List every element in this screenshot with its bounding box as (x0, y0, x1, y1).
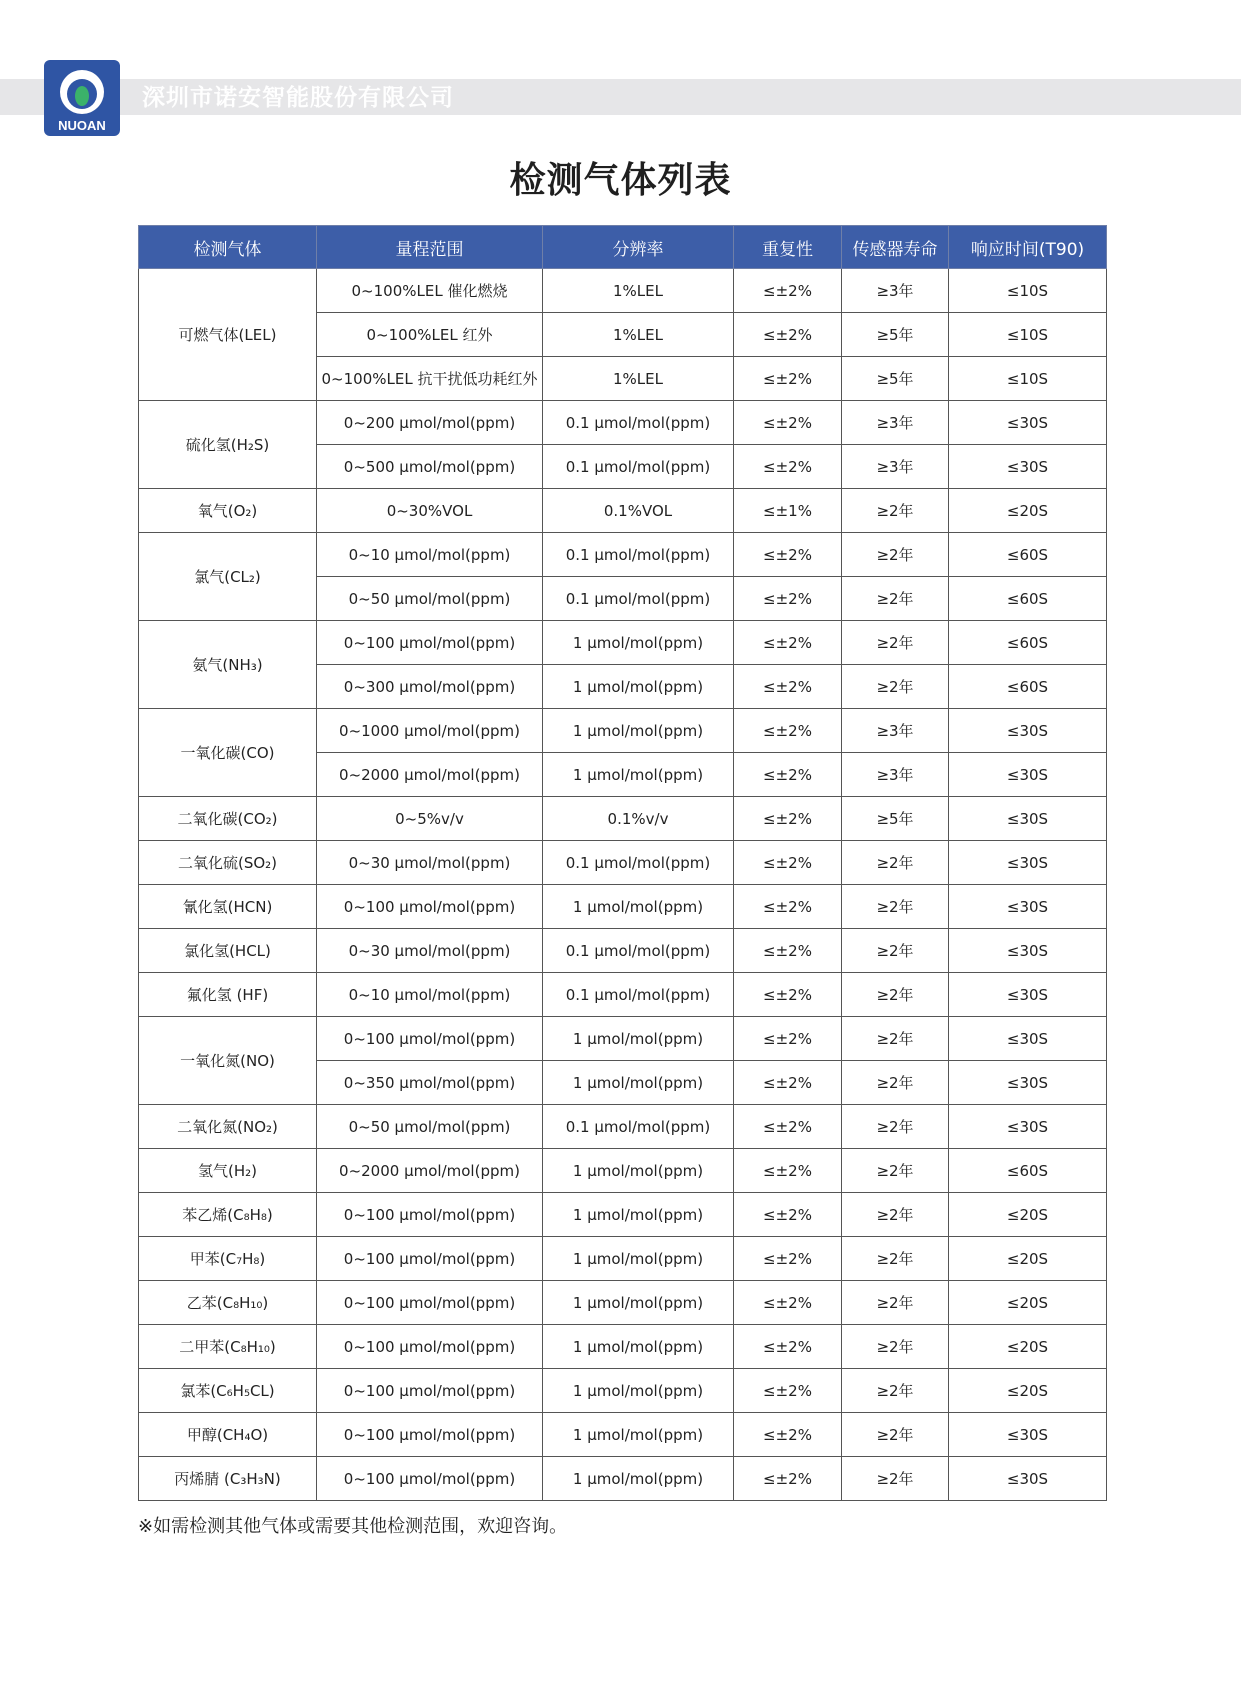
gas-name-cell: 二氧化氮(NO₂) (139, 1105, 317, 1149)
range-cell: 0~5%v/v (317, 797, 543, 841)
life-cell: ≥3年 (842, 753, 949, 797)
repeat-cell: ≤±2% (734, 1237, 842, 1281)
range-cell: 0~100%LEL 抗干扰低功耗红外 (317, 357, 543, 401)
table-row (139, 973, 1107, 1017)
gas-table (138, 225, 1107, 1501)
response-cell: ≤30S (949, 929, 1107, 973)
life-cell: ≥2年 (842, 973, 949, 1017)
gas-name-cell: 二氧化硫(SO₂) (139, 841, 317, 885)
range-cell: 0~100 µmol/mol(ppm) (317, 1457, 543, 1501)
table-row (139, 709, 1107, 753)
table-row (139, 1105, 1107, 1149)
life-cell: ≥2年 (842, 1281, 949, 1325)
repeat-cell: ≤±2% (734, 973, 842, 1017)
gas-name-cell: 氟化氢 (HF) (139, 973, 317, 1017)
life-cell: ≥2年 (842, 489, 949, 533)
response-cell: ≤60S (949, 621, 1107, 665)
range-cell: 0~50 µmol/mol(ppm) (317, 1105, 543, 1149)
response-cell: ≤60S (949, 665, 1107, 709)
repeat-cell: ≤±2% (734, 621, 842, 665)
range-cell: 0~1000 µmol/mol(ppm) (317, 709, 543, 753)
range-cell: 0~2000 µmol/mol(ppm) (317, 1149, 543, 1193)
range-cell: 0~100 µmol/mol(ppm) (317, 1193, 543, 1237)
table-row (139, 1457, 1107, 1501)
range-cell: 0~300 µmol/mol(ppm) (317, 665, 543, 709)
life-cell: ≥2年 (842, 1413, 949, 1457)
range-cell: 0~100%LEL 红外 (317, 313, 543, 357)
resolution-cell: 1 µmol/mol(ppm) (543, 1369, 734, 1413)
life-cell: ≥2年 (842, 1237, 949, 1281)
life-cell: ≥5年 (842, 357, 949, 401)
table-row (139, 1369, 1107, 1413)
gas-name-cell: 丙烯腈 (C₃H₃N) (139, 1457, 317, 1501)
gas-name-cell: 氧气(O₂) (139, 489, 317, 533)
gas-name-cell: 苯乙烯(C₈H₈) (139, 1193, 317, 1237)
repeat-cell: ≤±2% (734, 1281, 842, 1325)
response-cell: ≤60S (949, 577, 1107, 621)
life-cell: ≥2年 (842, 929, 949, 973)
gas-name-cell: 二甲苯(C₈H₁₀) (139, 1325, 317, 1369)
response-cell: ≤30S (949, 1017, 1107, 1061)
range-cell: 0~350 µmol/mol(ppm) (317, 1061, 543, 1105)
repeat-cell: ≤±2% (734, 841, 842, 885)
gas-name-cell: 可燃气体(LEL) (139, 269, 317, 401)
repeat-cell: ≤±2% (734, 1105, 842, 1149)
response-cell: ≤30S (949, 1457, 1107, 1501)
gas-name-cell: 一氧化碳(CO) (139, 709, 317, 797)
repeat-cell: ≤±2% (734, 577, 842, 621)
life-cell: ≥2年 (842, 621, 949, 665)
gas-name-cell: 二氧化碳(CO₂) (139, 797, 317, 841)
table-row (139, 841, 1107, 885)
life-cell: ≥2年 (842, 1325, 949, 1369)
range-cell: 0~100%LEL 催化燃烧 (317, 269, 543, 313)
table-body (139, 269, 1107, 1501)
response-cell: ≤20S (949, 1325, 1107, 1369)
column-header: 响应时间(T90) (949, 226, 1107, 269)
repeat-cell: ≤±2% (734, 357, 842, 401)
repeat-cell: ≤±2% (734, 1149, 842, 1193)
life-cell: ≥3年 (842, 709, 949, 753)
life-cell: ≥3年 (842, 269, 949, 313)
range-cell: 0~10 µmol/mol(ppm) (317, 533, 543, 577)
range-cell: 0~2000 µmol/mol(ppm) (317, 753, 543, 797)
resolution-cell: 0.1 µmol/mol(ppm) (543, 445, 734, 489)
gas-name-cell: 甲醇(CH₄O) (139, 1413, 317, 1457)
life-cell: ≥2年 (842, 665, 949, 709)
gas-name-cell: 硫化氢(H₂S) (139, 401, 317, 489)
response-cell: ≤30S (949, 1105, 1107, 1149)
resolution-cell: 1 µmol/mol(ppm) (543, 665, 734, 709)
gas-name-cell: 氨气(NH₃) (139, 621, 317, 709)
column-header: 分辨率 (543, 226, 734, 269)
table-row (139, 1017, 1107, 1061)
life-cell: ≥2年 (842, 885, 949, 929)
range-cell: 0~100 µmol/mol(ppm) (317, 885, 543, 929)
range-cell: 0~500 µmol/mol(ppm) (317, 445, 543, 489)
repeat-cell: ≤±2% (734, 269, 842, 313)
response-cell: ≤20S (949, 489, 1107, 533)
life-cell: ≥2年 (842, 1017, 949, 1061)
range-cell: 0~100 µmol/mol(ppm) (317, 1017, 543, 1061)
life-cell: ≥5年 (842, 313, 949, 357)
range-cell: 0~30 µmol/mol(ppm) (317, 929, 543, 973)
repeat-cell: ≤±2% (734, 1369, 842, 1413)
range-cell: 0~30 µmol/mol(ppm) (317, 841, 543, 885)
response-cell: ≤30S (949, 1061, 1107, 1105)
response-cell: ≤20S (949, 1369, 1107, 1413)
resolution-cell: 0.1 µmol/mol(ppm) (543, 577, 734, 621)
column-header: 量程范围 (317, 226, 543, 269)
resolution-cell: 1 µmol/mol(ppm) (543, 1149, 734, 1193)
response-cell: ≤30S (949, 753, 1107, 797)
table-row (139, 1193, 1107, 1237)
resolution-cell: 0.1 µmol/mol(ppm) (543, 533, 734, 577)
life-cell: ≥2年 (842, 1061, 949, 1105)
table-row (139, 269, 1107, 313)
repeat-cell: ≤±2% (734, 753, 842, 797)
repeat-cell: ≤±2% (734, 797, 842, 841)
range-cell: 0~100 µmol/mol(ppm) (317, 1237, 543, 1281)
repeat-cell: ≤±1% (734, 489, 842, 533)
range-cell: 0~100 µmol/mol(ppm) (317, 1413, 543, 1457)
response-cell: ≤30S (949, 797, 1107, 841)
resolution-cell: 0.1 µmol/mol(ppm) (543, 841, 734, 885)
resolution-cell: 0.1 µmol/mol(ppm) (543, 401, 734, 445)
repeat-cell: ≤±2% (734, 1017, 842, 1061)
repeat-cell: ≤±2% (734, 709, 842, 753)
response-cell: ≤10S (949, 269, 1107, 313)
table-row (139, 1325, 1107, 1369)
table-row (139, 1237, 1107, 1281)
resolution-cell: 0.1 µmol/mol(ppm) (543, 973, 734, 1017)
response-cell: ≤10S (949, 313, 1107, 357)
resolution-cell: 1 µmol/mol(ppm) (543, 709, 734, 753)
life-cell: ≥2年 (842, 1105, 949, 1149)
life-cell: ≥5年 (842, 797, 949, 841)
repeat-cell: ≤±2% (734, 313, 842, 357)
gas-name-cell: 氯化氢(HCL) (139, 929, 317, 973)
range-cell: 0~50 µmol/mol(ppm) (317, 577, 543, 621)
response-cell: ≤30S (949, 841, 1107, 885)
range-cell: 0~30%VOL (317, 489, 543, 533)
repeat-cell: ≤±2% (734, 1457, 842, 1501)
life-cell: ≥2年 (842, 577, 949, 621)
gas-name-cell: 氯苯(C₆H₅CL) (139, 1369, 317, 1413)
life-cell: ≥3年 (842, 445, 949, 489)
range-cell: 0~100 µmol/mol(ppm) (317, 1369, 543, 1413)
repeat-cell: ≤±2% (734, 1193, 842, 1237)
resolution-cell: 1%LEL (543, 313, 734, 357)
resolution-cell: 1 µmol/mol(ppm) (543, 1281, 734, 1325)
response-cell: ≤10S (949, 357, 1107, 401)
table-row (139, 401, 1107, 445)
resolution-cell: 1%LEL (543, 357, 734, 401)
response-cell: ≤30S (949, 885, 1107, 929)
table-row (139, 1413, 1107, 1457)
life-cell: ≥2年 (842, 533, 949, 577)
life-cell: ≥2年 (842, 841, 949, 885)
resolution-cell: 1 µmol/mol(ppm) (543, 1237, 734, 1281)
response-cell: ≤30S (949, 709, 1107, 753)
nuoan-logo-icon (44, 60, 120, 136)
response-cell: ≤30S (949, 445, 1107, 489)
repeat-cell: ≤±2% (734, 1061, 842, 1105)
resolution-cell: 1 µmol/mol(ppm) (543, 1193, 734, 1237)
response-cell: ≤30S (949, 1413, 1107, 1457)
life-cell: ≥2年 (842, 1149, 949, 1193)
life-cell: ≥3年 (842, 401, 949, 445)
resolution-cell: 1 µmol/mol(ppm) (543, 1325, 734, 1369)
table-row (139, 929, 1107, 973)
life-cell: ≥2年 (842, 1457, 949, 1501)
life-cell: ≥2年 (842, 1369, 949, 1413)
resolution-cell: 0.1%v/v (543, 797, 734, 841)
gas-name-cell: 一氧化氮(NO) (139, 1017, 317, 1105)
company-name: 深圳市诺安智能股份有限公司 (142, 85, 454, 111)
repeat-cell: ≤±2% (734, 885, 842, 929)
resolution-cell: 1 µmol/mol(ppm) (543, 1017, 734, 1061)
column-header: 重复性 (734, 226, 842, 269)
table-row (139, 533, 1107, 577)
repeat-cell: ≤±2% (734, 1325, 842, 1369)
gas-name-cell: 氢气(H₂) (139, 1149, 317, 1193)
life-cell: ≥2年 (842, 1193, 949, 1237)
range-cell: 0~100 µmol/mol(ppm) (317, 1325, 543, 1369)
gas-name-cell: 氰化氢(HCN) (139, 885, 317, 929)
table-row (139, 885, 1107, 929)
repeat-cell: ≤±2% (734, 533, 842, 577)
resolution-cell: 1 µmol/mol(ppm) (543, 1061, 734, 1105)
range-cell: 0~100 µmol/mol(ppm) (317, 1281, 543, 1325)
resolution-cell: 1 µmol/mol(ppm) (543, 1413, 734, 1457)
table-row (139, 797, 1107, 841)
resolution-cell: 1%LEL (543, 269, 734, 313)
repeat-cell: ≤±2% (734, 665, 842, 709)
range-cell: 0~100 µmol/mol(ppm) (317, 621, 543, 665)
response-cell: ≤20S (949, 1193, 1107, 1237)
resolution-cell: 0.1%VOL (543, 489, 734, 533)
table-row (139, 1149, 1107, 1193)
page-title: 检测气体列表 (509, 160, 732, 201)
table-header-row (139, 226, 1107, 269)
response-cell: ≤30S (949, 973, 1107, 1017)
response-cell: ≤20S (949, 1281, 1107, 1325)
response-cell: ≤60S (949, 1149, 1107, 1193)
resolution-cell: 1 µmol/mol(ppm) (543, 885, 734, 929)
response-cell: ≤20S (949, 1237, 1107, 1281)
gas-name-cell: 甲苯(C₇H₈) (139, 1237, 317, 1281)
resolution-cell: 0.1 µmol/mol(ppm) (543, 929, 734, 973)
footnote: ※如需检测其他气体或需要其他检测范围，欢迎咨询。 (138, 1516, 568, 1537)
gas-name-cell: 乙苯(C₈H₁₀) (139, 1281, 317, 1325)
response-cell: ≤60S (949, 533, 1107, 577)
gas-name-cell: 氯气(CL₂) (139, 533, 317, 621)
repeat-cell: ≤±2% (734, 1413, 842, 1457)
range-cell: 0~200 µmol/mol(ppm) (317, 401, 543, 445)
table-row (139, 489, 1107, 533)
table-row (139, 621, 1107, 665)
repeat-cell: ≤±2% (734, 401, 842, 445)
column-header: 传感器寿命 (842, 226, 949, 269)
response-cell: ≤30S (949, 401, 1107, 445)
resolution-cell: 1 µmol/mol(ppm) (543, 753, 734, 797)
repeat-cell: ≤±2% (734, 929, 842, 973)
resolution-cell: 1 µmol/mol(ppm) (543, 621, 734, 665)
column-header: 检测气体 (139, 226, 317, 269)
logo-text: NUOAN (58, 118, 106, 133)
range-cell: 0~10 µmol/mol(ppm) (317, 973, 543, 1017)
repeat-cell: ≤±2% (734, 445, 842, 489)
resolution-cell: 0.1 µmol/mol(ppm) (543, 1105, 734, 1149)
resolution-cell: 1 µmol/mol(ppm) (543, 1457, 734, 1501)
table-row (139, 1281, 1107, 1325)
